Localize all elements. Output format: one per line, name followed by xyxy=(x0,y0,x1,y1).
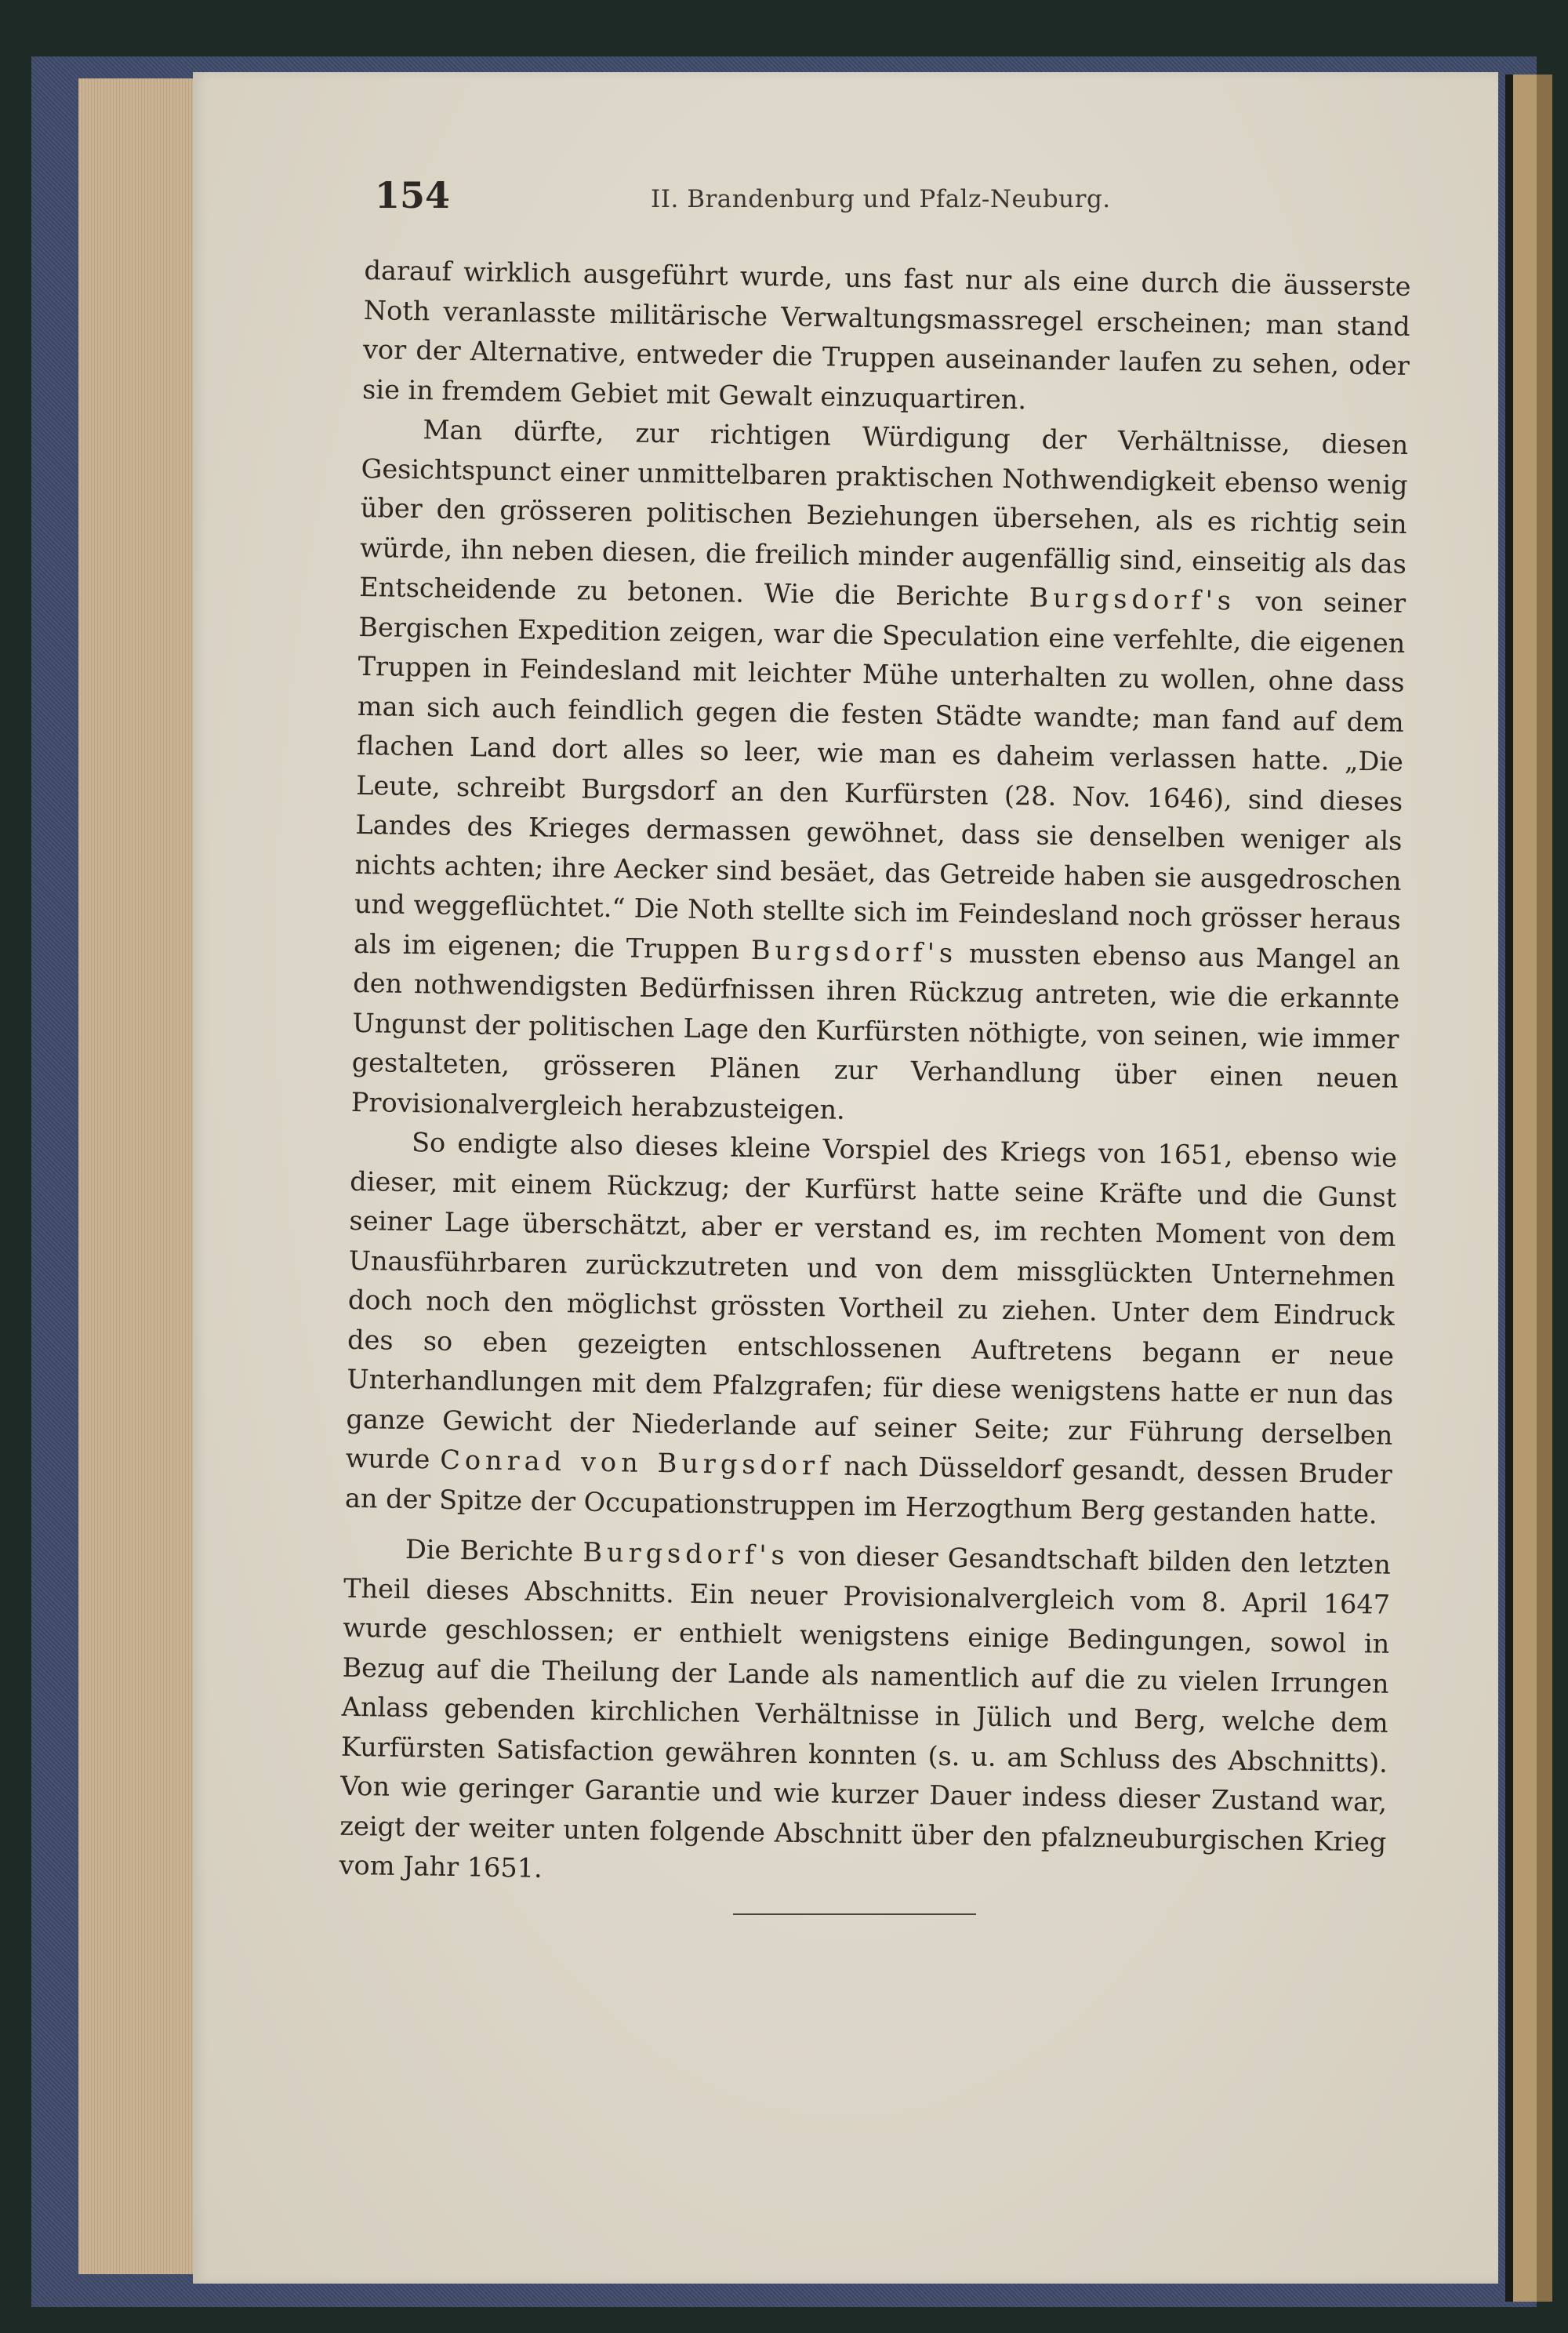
spaced-name: Conrad von Burgsdorf xyxy=(439,1444,834,1481)
text-run: darauf wirklich ausgeführt wurde, uns fast nur als eine durch die äusserste Noth veranlasste militärische Verwaltungsmassregel erscheinen; man stand vor der Alternative, entweder die Truppen auseinander laufen zu sehen, oder sie in fremdem Gebiet mit Gewalt einzuquartiren. xyxy=(361,254,1411,415)
paragraph xyxy=(345,1122,1398,1535)
spaced-name: Burgsdorf's xyxy=(750,934,958,968)
page-number: 154 xyxy=(375,174,451,216)
text-run: von seiner Bergischen Expedition zeigen, war die Speculation eine verfehlte, die eigenen Truppen in Feindesland mit leichter Mühe unterhalten zu wollen, ohne dass man sich auch feindlich gegen die festen Städte wandte; man fand auf dem flachen Land dort alles so leer, wie man es daheim verlassen hatte. „Die Leute, schreibt Burgsdorf an den Kurfürsten (28. Nov. 1646), sind dieses Landes des Krieges dermassen gewöhnet, dass sie denselben weniger als nichts achten; ihre Aecker sind besäet, das Getreide haben sie ausgedroschen und weggeflüchtet.“ Die Noth stellte sich im Feindesland noch grösser heraus als im eigenen; die Truppen xyxy=(353,585,1406,965)
next-page-edge xyxy=(1505,74,1552,2302)
paragraph xyxy=(339,1529,1391,1902)
text-run: mussten ebenso aus Mangel an den nothwendigsten Bedürfnissen ihren Rückzug antreten, wie die erkannte Ungunst der politischen Lage den Kurfürsten nöthigte, von seinen, wie immer gestalteten, grösseren Plänen zur Verhandlung über einen neuen Provisionalvergleich herabzusteigen. xyxy=(350,937,1401,1125)
text-run: Man dürfte, zur richtigen Würdigung der Verhältnisse, diesen Gesichtspunct einer unmittelbaren praktischen Nothwendigkeit ebenso wenig über den grösseren politischen Beziehungen übersehen, als es richtig sein würde, ihn neben diesen, die freilich minder augenfällig sind, einseitig als das Entscheidende zu betonen. Wie die Berichte xyxy=(358,414,1409,613)
spaced-name: Burgsdorf's xyxy=(583,1536,790,1571)
page-header xyxy=(375,174,1394,229)
text-run: Die Berichte xyxy=(405,1534,583,1568)
running-head: II. Brandenburg und Pfalz-Neuburg. xyxy=(651,185,1111,213)
paragraph xyxy=(351,409,1409,1139)
paragraph xyxy=(362,251,1411,426)
spaced-name: Burgsdorf's xyxy=(1029,582,1236,616)
text-run: von dieser Gesandtschaft bilden den letzten Theil dieses Abschnitts. Ein neuer Provisionalvergleich vom 8. April 1647 wurde geschlossen; er enthielt wenigstens einige Bedingungen, sowol in Bezug auf die Theilung der Lande als namentlich auf die zu vielen Irrungen Anlass gebenden kirchlichen Verhältnisse in Jülich und Berg, welche dem Kurfürsten Satisfaction gewähren konnten (s. u. am Schluss des Abschnitts). Von wie geringer Garantie und wie kurzer Dauer indess dieser Zustand war, zeigt der weiter unten folgende Abschnitt über den pfalzneuburgischen Krieg vom Jahr 1651. xyxy=(339,1539,1392,1884)
text-run: So endigte also dieses kleine Vorspiel des Kriegs von 1651, ebenso wie dieser, mit einem Rückzug; der Kurfürst hatte seine Kräfte und die Gunst seiner Lage überschätzt, aber er verstand es, im rechten Moment von dem Unausführbaren zurückzutreten und von dem missglückten Unternehmen doch noch den möglichst grössten Vortheil zu ziehen. Unter dem Eindruck des so eben gezeigten entschlossenen Auftretens begann er neue Unterhandlungen mit dem Pfalzgrafen; für diese wenigstens hatte er nun das ganze Gewicht der Niederlande auf seiner Seite; zur Führung derselben wurde xyxy=(345,1127,1398,1475)
section-end-rule xyxy=(733,1913,976,1915)
page-edges xyxy=(78,78,196,2274)
text-run: nach Düsseldorf gesandt, dessen Bruder an der Spitze der Occupationstruppen im Herzogthum Berg gestanden hatte. xyxy=(344,1450,1392,1529)
body-text xyxy=(339,251,1411,1902)
